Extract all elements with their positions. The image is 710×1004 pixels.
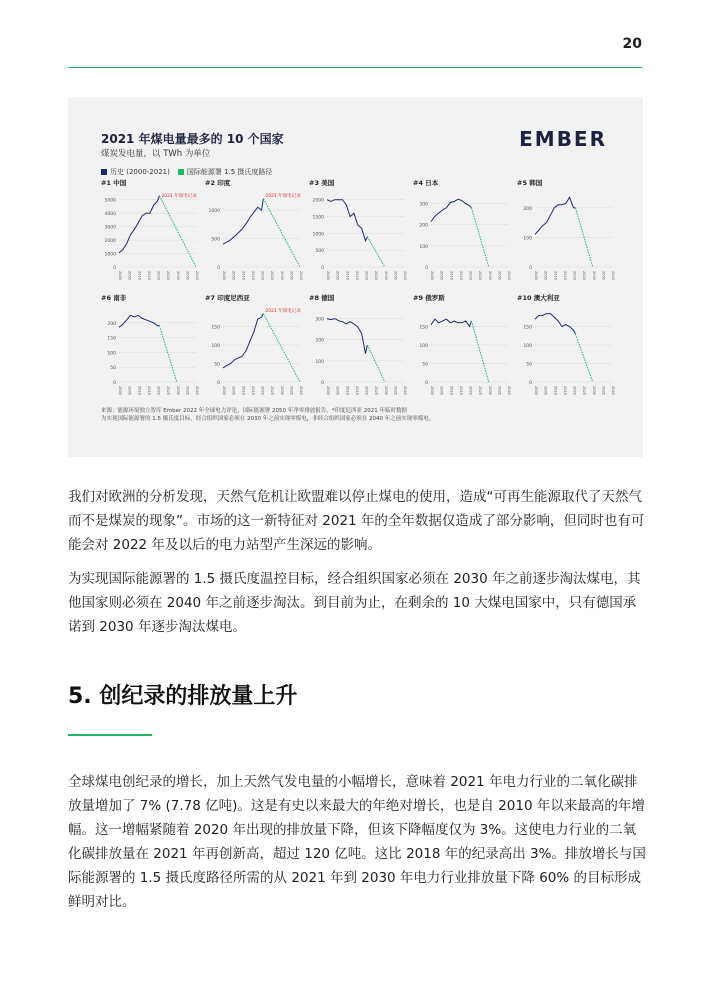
history-line — [119, 315, 159, 327]
y-tick-label: 1000 — [208, 209, 220, 215]
x-tick-label: 2005 — [335, 271, 340, 280]
chart-title: #1 中国 — [101, 179, 127, 187]
x-tick-label: 2040 — [507, 386, 511, 395]
history-line — [223, 199, 263, 245]
x-tick-label: 2020 — [572, 386, 577, 395]
x-tick-label: 2025 — [270, 271, 275, 280]
history-line — [327, 200, 367, 241]
y-tick-label: 0 — [217, 381, 220, 386]
record-annotation: 2021 年煤电记录 — [265, 194, 301, 199]
x-tick-label: 2025 — [374, 386, 379, 395]
x-tick-label: 2025 — [166, 386, 171, 395]
y-tick-label: 100 — [523, 236, 532, 242]
chart-title: #3 美国 — [309, 179, 335, 187]
x-tick-label: 2030 — [591, 386, 596, 395]
x-tick-label: 2040 — [403, 271, 407, 280]
y-tick-label: 200 — [523, 206, 532, 212]
x-tick-label: 2020 — [364, 386, 369, 395]
x-tick-label: 2000 — [326, 271, 330, 280]
y-tick-label: 0 — [529, 266, 532, 271]
x-tick-label: 2000 — [430, 271, 434, 280]
x-tick-label: 2035 — [497, 386, 502, 395]
history-line — [327, 319, 367, 354]
y-tick-label: 0 — [529, 381, 532, 386]
x-tick-label: 2025 — [478, 271, 483, 280]
x-tick-label: 2040 — [611, 271, 615, 280]
x-tick-label: 2030 — [487, 386, 492, 395]
legend-label-history: 历史 (2000-2021) — [110, 168, 170, 176]
x-tick-label: 2005 — [231, 386, 236, 395]
x-tick-label: 2000 — [222, 386, 226, 395]
y-tick-label: 100 — [211, 344, 220, 349]
iea-pathway-line — [367, 237, 384, 267]
figure-title: 2021 年煤电量最多的 10 个国家 — [101, 132, 284, 146]
y-tick-label: 200 — [315, 338, 324, 344]
y-tick-label: 0 — [425, 381, 428, 386]
x-tick-label: 2035 — [185, 271, 190, 280]
chart-title: #7 印度尼西亚 — [205, 294, 250, 302]
y-tick-label: 100 — [107, 351, 116, 357]
x-tick-label: 2010 — [345, 271, 350, 280]
x-tick-label: 2015 — [562, 386, 567, 395]
x-tick-label: 2000 — [222, 271, 226, 280]
y-tick-label: 2000 — [312, 198, 324, 204]
x-tick-label: 2040 — [195, 386, 199, 395]
x-tick-label: 2000 — [430, 386, 434, 395]
iea-pathway-line — [159, 326, 176, 382]
x-tick-label: 2010 — [137, 386, 142, 395]
x-tick-label: 2015 — [354, 271, 359, 280]
chart-title: #4 日本 — [413, 179, 439, 187]
x-tick-label: 2020 — [468, 386, 473, 395]
x-tick-label: 2020 — [468, 271, 473, 280]
iea-pathway-line — [159, 196, 196, 267]
source-line: 来源：能源环境独立智库 Ember 2022 年全球电力评论，国际能源署 2050 年净零排放报告，*印度尼西亚 2021 年临时数据 — [101, 408, 407, 414]
y-tick-label: 50 — [422, 362, 428, 368]
history-line — [223, 314, 263, 368]
chart-title: #6 南非 — [101, 294, 127, 302]
coal-chart-figure — [68, 97, 643, 457]
x-tick-label: 2005 — [439, 386, 444, 395]
y-tick-label: 3000 — [104, 225, 116, 231]
x-tick-label: 2040 — [299, 386, 303, 395]
x-tick-label: 2005 — [439, 271, 444, 280]
x-tick-label: 2035 — [393, 271, 398, 280]
iea-pathway-line — [263, 314, 300, 382]
y-tick-label: 500 — [211, 237, 220, 243]
x-tick-label: 2020 — [572, 271, 577, 280]
y-tick-label: 150 — [419, 325, 428, 331]
y-tick-label: 100 — [523, 344, 532, 349]
x-tick-label: 2025 — [582, 271, 587, 280]
x-tick-label: 2015 — [458, 386, 463, 395]
y-tick-label: 0 — [113, 266, 116, 271]
iea-pathway-line — [471, 321, 488, 382]
x-tick-label: 2030 — [175, 386, 180, 395]
y-tick-label: 100 — [419, 244, 428, 250]
x-tick-label: 2010 — [449, 386, 454, 395]
x-tick-label: 2000 — [118, 386, 122, 395]
x-tick-label: 2035 — [601, 386, 606, 395]
x-tick-label: 2030 — [591, 271, 596, 280]
x-tick-label: 2005 — [335, 386, 340, 395]
x-tick-label: 2020 — [260, 271, 265, 280]
body-paragraph: 我们对欧洲的分析发现，天然气危机让欧盟难以停止煤电的使用，造成“可再生能源取代了天然气而不是煤炭的现象”。市场的这一新特征对 2021 年的全年数据仅造成了部分影响，但同时也有可能会对 2022 年及以后的电力站型产生深远的影响。 — [68, 489, 645, 553]
x-tick-label: 2020 — [156, 386, 161, 395]
x-tick-label: 2015 — [250, 386, 255, 395]
x-tick-label: 2010 — [553, 386, 558, 395]
history-line — [535, 197, 575, 234]
source-line: 为实现国际能源署的 1.5 摄氏度目标，经合组织国家必须在 2030 年之前实现零煤电，非经合组织国家必须在 2040 年之前实现零煤电。 — [101, 416, 435, 422]
heading-rule — [68, 734, 152, 736]
history-line — [535, 314, 575, 334]
x-tick-label: 2040 — [299, 271, 303, 280]
x-tick-label: 2030 — [279, 386, 284, 395]
history-line — [431, 319, 471, 326]
x-tick-label: 2025 — [478, 386, 483, 395]
x-tick-label: 2035 — [393, 386, 398, 395]
y-tick-label: 100 — [419, 344, 428, 349]
x-tick-label: 2010 — [449, 271, 454, 280]
y-tick-label: 1000 — [312, 232, 324, 238]
y-tick-label: 500 — [315, 249, 324, 255]
x-tick-label: 2015 — [250, 271, 255, 280]
record-annotation: 2021 年煤电记录 — [265, 309, 301, 314]
iea-pathway-line — [471, 208, 488, 267]
y-tick-label: 0 — [113, 381, 116, 386]
y-tick-label: 5000 — [104, 198, 116, 204]
x-tick-label: 2025 — [270, 386, 275, 395]
x-tick-label: 2000 — [118, 271, 122, 280]
figure-subtitle: 煤炭发电量，以 TWh 为单位 — [101, 149, 211, 159]
y-tick-label: 150 — [523, 325, 532, 331]
y-tick-label: 0 — [321, 266, 324, 271]
chart-title: #2 印度 — [205, 179, 231, 187]
y-tick-label: 300 — [419, 202, 428, 208]
x-tick-label: 2025 — [582, 386, 587, 395]
y-tick-label: 100 — [315, 359, 324, 365]
y-tick-label: 200 — [107, 321, 116, 327]
iea-pathway-line — [367, 345, 384, 382]
history-line — [119, 196, 159, 253]
x-tick-label: 2015 — [146, 271, 151, 280]
x-tick-label: 2005 — [543, 271, 548, 280]
x-tick-label: 2015 — [146, 386, 151, 395]
ember-logo: EMBER — [519, 127, 607, 151]
x-tick-label: 2030 — [175, 271, 180, 280]
x-tick-label: 2005 — [543, 386, 548, 395]
y-tick-label: 2000 — [104, 239, 116, 245]
x-tick-label: 2030 — [487, 271, 492, 280]
x-tick-label: 2010 — [345, 386, 350, 395]
iea-pathway-line — [263, 199, 300, 267]
y-tick-label: 300 — [315, 317, 324, 323]
chart-title: #10 澳大利亚 — [517, 294, 560, 302]
x-tick-label: 2010 — [137, 271, 142, 280]
legend-label-iea: 国际能源署 1.5 摄氏度路径 — [186, 168, 273, 176]
x-tick-label: 2035 — [289, 271, 294, 280]
x-tick-label: 2020 — [156, 271, 161, 280]
x-tick-label: 2030 — [383, 386, 388, 395]
y-tick-label: 150 — [211, 325, 220, 331]
y-tick-label: 1500 — [312, 215, 324, 221]
x-tick-label: 2020 — [260, 386, 265, 395]
x-tick-label: 2010 — [553, 271, 558, 280]
iea-pathway-line — [575, 334, 592, 382]
x-tick-label: 2005 — [127, 386, 132, 395]
x-tick-label: 2025 — [166, 271, 171, 280]
x-tick-label: 2025 — [374, 271, 379, 280]
y-tick-label: 4000 — [104, 212, 116, 218]
chart-title: #8 德国 — [309, 294, 335, 302]
x-tick-label: 2000 — [534, 386, 538, 395]
history-line — [431, 199, 471, 221]
y-tick-label: 0 — [321, 381, 324, 386]
body-paragraph: 为实现国际能源署的 1.5 摄氏度温控目标，经合组织国家必须在 2030 年之前逐步淘汰煤电，其他国家则必须在 2040 年之前逐步淘汰。到目前为止，在剩余的 10 大煤电国家中，只有德国承诺到 2030 年逐步淘汰煤电。 — [68, 571, 641, 635]
x-tick-label: 2040 — [195, 271, 199, 280]
x-tick-label: 2040 — [507, 271, 511, 280]
y-tick-label: 50 — [110, 366, 116, 372]
y-tick-label: 0 — [425, 266, 428, 271]
x-tick-label: 2040 — [611, 386, 615, 395]
x-tick-label: 2035 — [289, 386, 294, 395]
x-tick-label: 2005 — [231, 271, 236, 280]
y-tick-label: 200 — [419, 223, 428, 229]
x-tick-label: 2020 — [364, 271, 369, 280]
x-tick-label: 2005 — [127, 271, 132, 280]
y-tick-label: 50 — [526, 362, 532, 368]
x-tick-label: 2015 — [562, 271, 567, 280]
y-tick-label: 0 — [217, 266, 220, 271]
x-tick-label: 2035 — [497, 271, 502, 280]
x-tick-label: 2015 — [458, 271, 463, 280]
y-tick-label: 1000 — [104, 252, 116, 258]
x-tick-label: 2030 — [383, 271, 388, 280]
x-tick-label: 2000 — [534, 271, 538, 280]
figure-source — [101, 407, 621, 423]
y-tick-label: 50 — [214, 362, 220, 368]
x-tick-label: 2040 — [403, 386, 407, 395]
chart-title: #5 韩国 — [517, 179, 543, 187]
x-tick-label: 2010 — [241, 386, 246, 395]
x-tick-label: 2035 — [185, 386, 190, 395]
x-tick-label: 2035 — [601, 271, 606, 280]
x-tick-label: 2010 — [241, 271, 246, 280]
record-annotation: 2021 年煤电记录 — [161, 194, 197, 199]
x-tick-label: 2000 — [326, 386, 330, 395]
x-tick-label: 2015 — [354, 386, 359, 395]
small-multiples-chart — [68, 97, 643, 417]
body-paragraph: 全球煤电创纪录的增长，加上天然气发电量的小幅增长，意味着 2021 年电力行业的二氧化碳排放量增加了 7% (7.78 亿吨)。这是有史以来最大的年绝对增长，也是自 2010 年以来最高的年增幅。这一增幅紧随着 2020 年出现的排放量下降，但该下降幅度仅为 3%。这使电力行业的二氧化碳排放量在 2021 年再创新高，超过 120 亿吨。这比 2018 年的纪录高出 3%。排放增长与国际能源署的 1.5 摄氏度路径所需的从 2021 年到 2030 年电力行业排放量下降 60% 的目标形成鲜明对比。 — [68, 774, 646, 910]
y-tick-label: 150 — [107, 336, 116, 342]
x-tick-label: 2030 — [279, 271, 284, 280]
chart-title: #9 俄罗斯 — [413, 294, 445, 302]
section-heading: 5. 创纪录的排放量上升 — [68, 684, 298, 709]
page-number: 20 — [622, 36, 642, 52]
header-rule — [68, 67, 642, 68]
